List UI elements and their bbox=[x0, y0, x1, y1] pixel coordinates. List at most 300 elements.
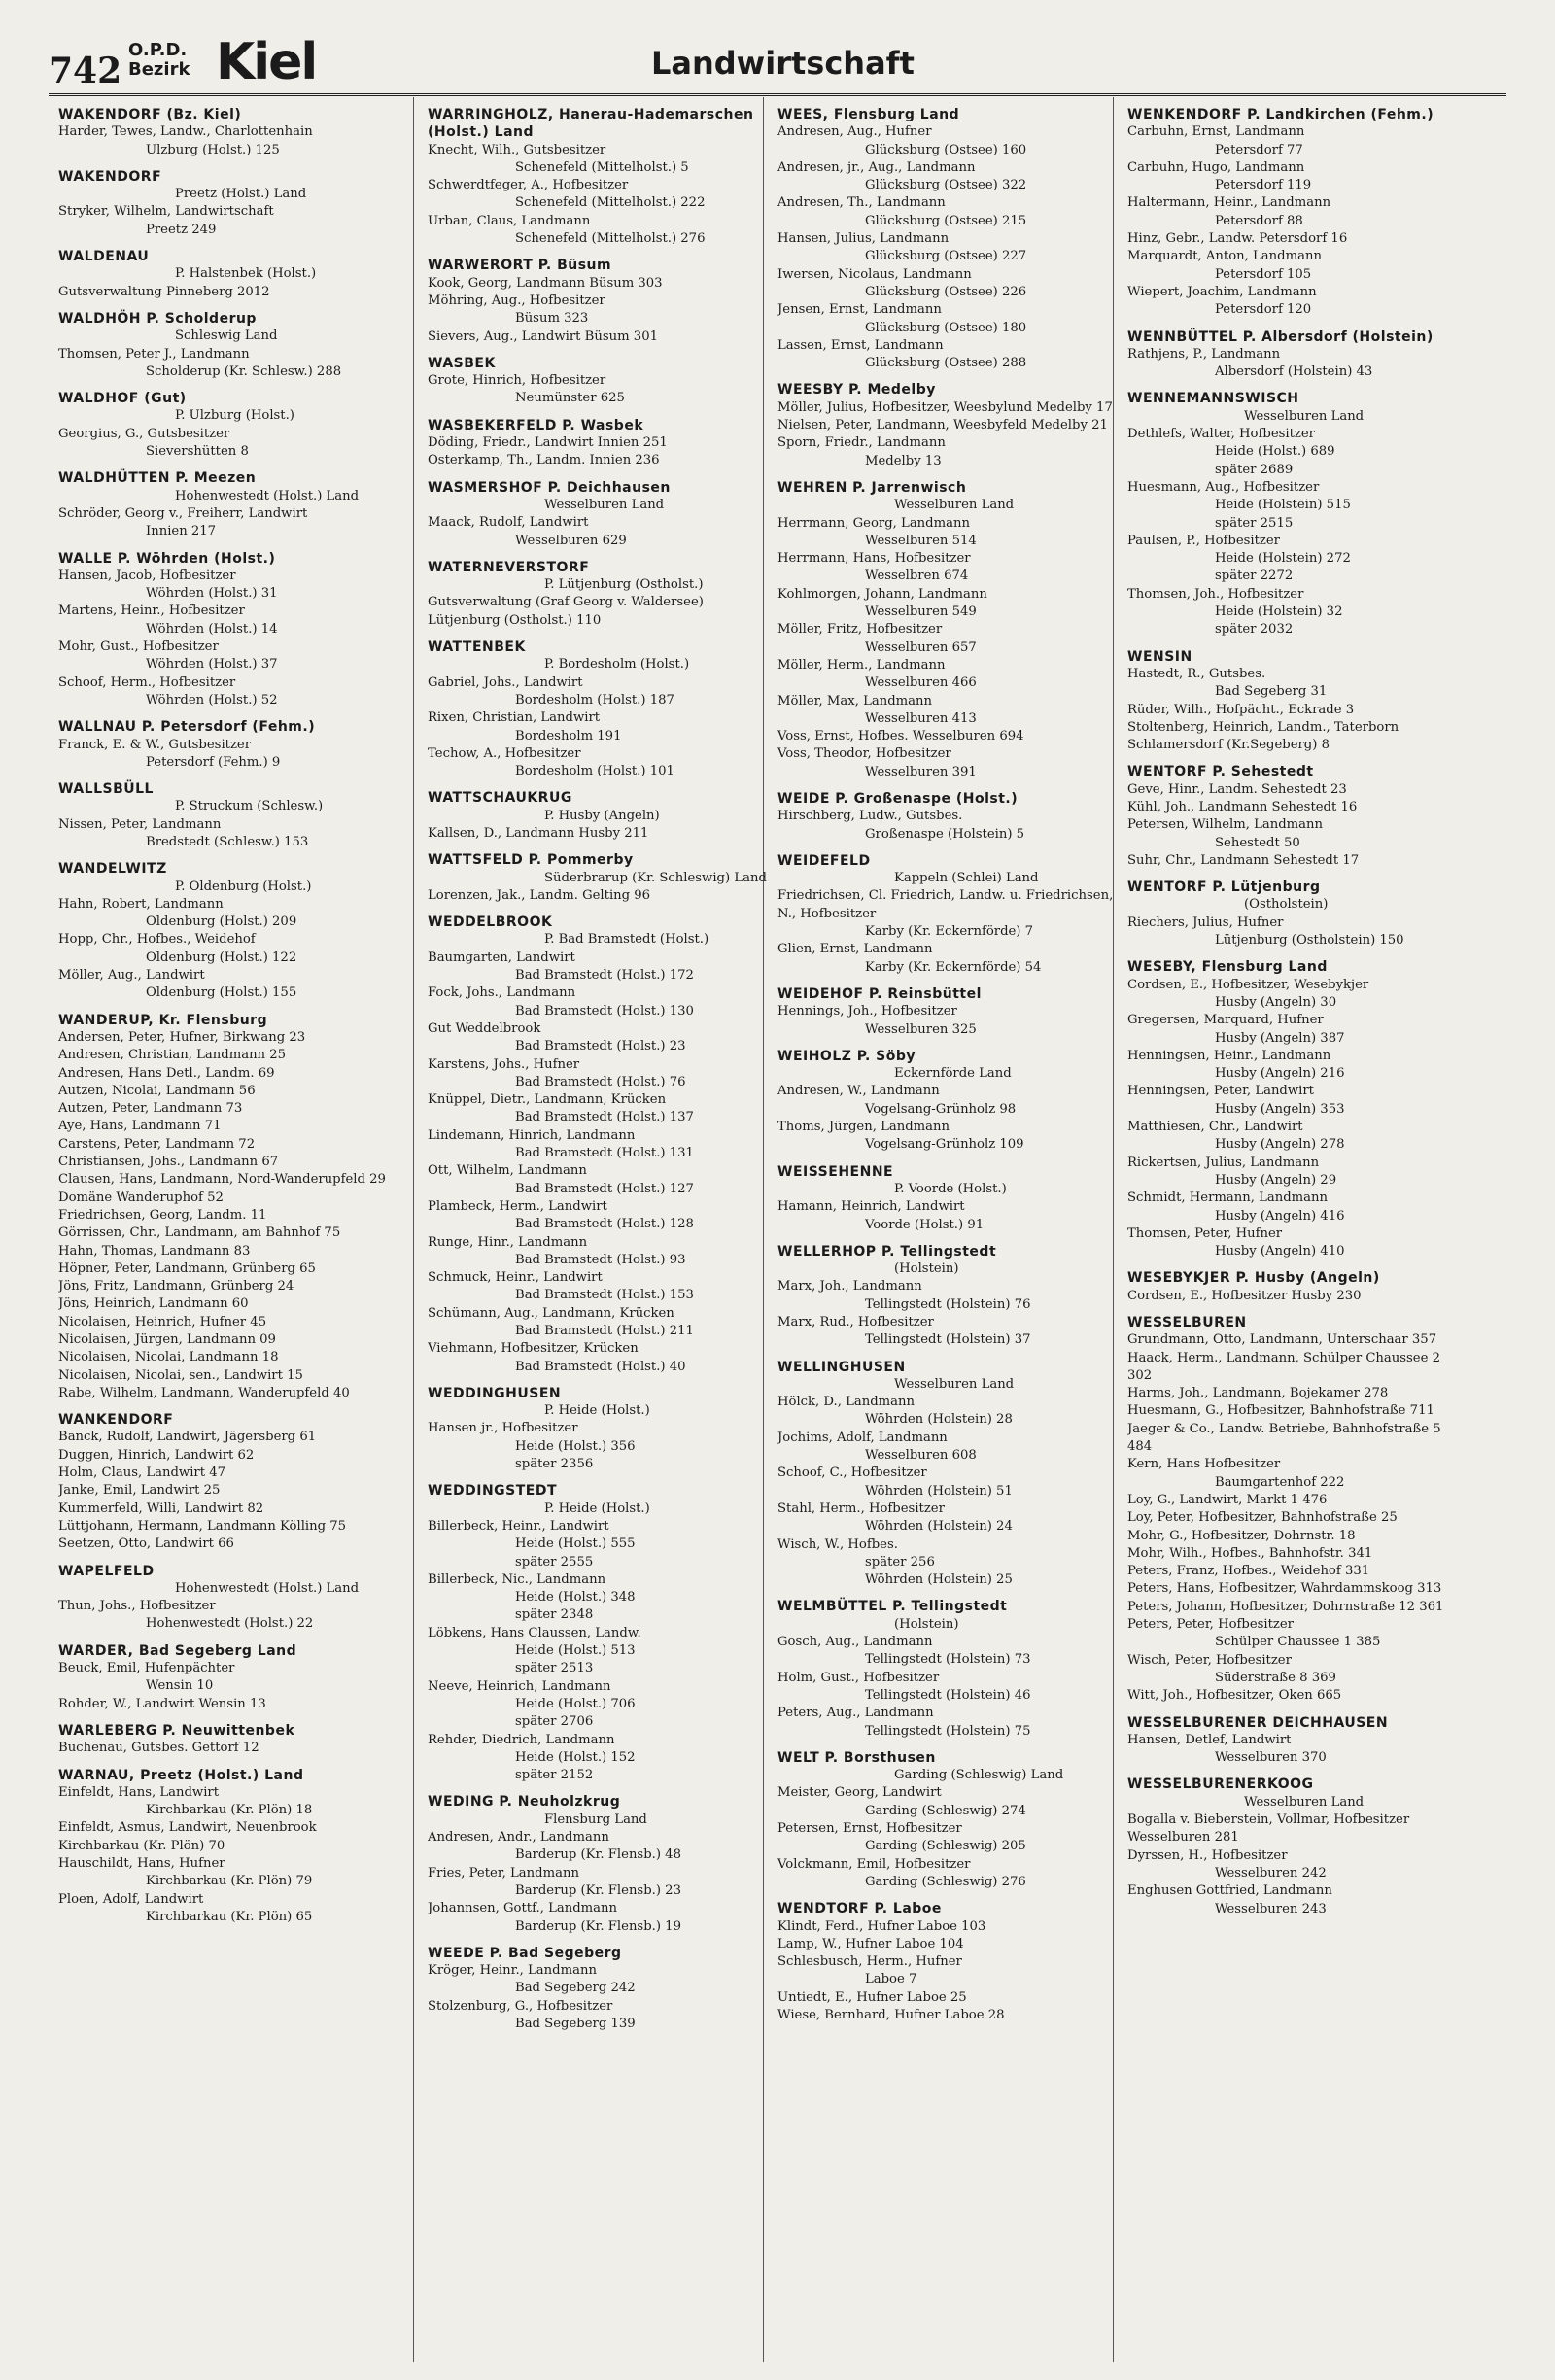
place-heading: WENNBÜTTEL P. Albersdorf (Holstein) bbox=[1127, 328, 1434, 345]
entry-line: Jensen, Ernst, Landmann bbox=[778, 302, 942, 318]
entry-line: Autzen, Peter, Landmann 73 bbox=[58, 1101, 243, 1117]
place-heading: WALDHÜTTEN P. Meezen bbox=[58, 470, 257, 487]
entry-line: Gosch, Aug., Landmann bbox=[778, 1635, 933, 1650]
entry-line: Möller, Fritz, Hofbesitzer bbox=[778, 622, 943, 638]
directory-entry bbox=[58, 603, 398, 638]
directory-entry bbox=[1127, 1580, 1468, 1598]
entry-line: Wesselburen 243 bbox=[1215, 1901, 1327, 1916]
place-section bbox=[778, 1163, 1118, 1234]
entry-line: Bad Segeberg 139 bbox=[515, 2016, 636, 2031]
entry-line: Huesmann, Aug., Hofbesitzer bbox=[1127, 479, 1320, 495]
directory-entry bbox=[778, 1181, 1118, 1198]
entry-line: Medelby 13 bbox=[865, 453, 942, 468]
entry-line: Wöhrden (Holstein) 24 bbox=[865, 1519, 1013, 1535]
directory-entry bbox=[778, 1065, 1118, 1083]
entry-line: Jöns, Fritz, Landmann, Grünberg 24 bbox=[58, 1279, 294, 1294]
entry-line: Petersdorf 88 bbox=[1215, 213, 1303, 228]
directory-entry bbox=[58, 737, 398, 773]
directory-entry bbox=[58, 1047, 398, 1064]
entry-line: Bad Bramstedt (Holst.) 93 bbox=[515, 1252, 686, 1267]
entry-line: Einfeldt, Asmus, Landwirt, Neuenbrook Kirchbarkau (Kr. Plön) 70 bbox=[58, 1820, 317, 1853]
entry-line: Enghusen Gottfried, Landmann bbox=[1127, 1883, 1332, 1899]
directory-entry bbox=[778, 1634, 1118, 1670]
directory-entry bbox=[428, 1865, 768, 1901]
entry-line: Mohr, G., Hofbesitzer, Dohrnstr. 18 bbox=[1127, 1528, 1356, 1543]
directory-entry bbox=[428, 1811, 768, 1829]
directory-entry bbox=[58, 1083, 398, 1100]
entry-line: P. Oldenburg (Holst.) bbox=[175, 879, 312, 894]
directory-entry bbox=[1127, 1652, 1468, 1688]
entry-line: später 2272 bbox=[1215, 569, 1294, 584]
entry-line: P. Husby (Angeln) bbox=[544, 808, 660, 823]
entry-line: Harms, Joh., Landmann, Bojekamer 278 bbox=[1127, 1386, 1389, 1401]
entry-line: Voss, Ernst, Hofbes. Wesselburen 694 bbox=[778, 729, 1024, 744]
directory-entry bbox=[1127, 719, 1468, 755]
directory-entry bbox=[778, 1820, 1118, 1856]
place-heading: WEISSEHENNE bbox=[778, 1163, 894, 1180]
place-heading: WELLERHOP P. Tellingstedt bbox=[778, 1243, 997, 1259]
entry-line: Wiese, Bernhard, Hufner Laboe 28 bbox=[778, 2007, 1005, 2022]
entry-line: Bordesholm 191 bbox=[515, 728, 622, 743]
entry-line: Albersdorf (Holstein) 43 bbox=[1215, 364, 1373, 380]
place-heading: WESSELBURENER DEICHHAUSEN bbox=[1127, 1714, 1389, 1731]
place-section bbox=[428, 638, 768, 780]
directory-entry bbox=[1127, 977, 1468, 1013]
column-4 bbox=[1127, 97, 1468, 2362]
directory-entry bbox=[58, 1349, 398, 1366]
directory-entry bbox=[1127, 781, 1468, 799]
directory-entry bbox=[1127, 1402, 1468, 1420]
opd-label: O.P.D. bbox=[128, 40, 188, 60]
entry-line: Knecht, Wilh., Gutsbesitzer bbox=[428, 142, 606, 157]
directory-entry bbox=[778, 1465, 1118, 1500]
entry-line: Hansen, Julius, Landmann bbox=[778, 231, 950, 247]
entry-line: Kirchbarkau (Kr. Plön) 65 bbox=[146, 1909, 313, 1924]
entry-line: Stryker, Wilhelm, Landwirtschaft bbox=[58, 204, 274, 220]
entry-line: später 2356 bbox=[515, 1457, 594, 1472]
directory-entry bbox=[778, 1376, 1118, 1394]
entry-line: Sporn, Friedr., Landmann bbox=[778, 435, 946, 451]
place-section bbox=[58, 390, 398, 461]
entry-line: Kummerfeld, Willi, Landwirt 82 bbox=[58, 1500, 264, 1516]
entry-line: Tellingstedt (Holstein) 73 bbox=[865, 1652, 1031, 1668]
entry-line: Buchenau, Gutsbes. Gettorf 12 bbox=[58, 1741, 259, 1756]
entry-line: Haack, Herm., Landmann, Schülper Chaussee 2 302 bbox=[1127, 1350, 1440, 1383]
place-section bbox=[778, 852, 1118, 977]
place-section bbox=[58, 860, 398, 1002]
entry-line: Möller, Herm., Landmann bbox=[778, 657, 946, 673]
entry-line: Billerbeck, Heinr., Landwirt bbox=[428, 1518, 609, 1534]
directory-entry bbox=[778, 1430, 1118, 1466]
place-section bbox=[428, 257, 768, 345]
entry-line: Bad Segeberg 31 bbox=[1215, 684, 1328, 700]
entry-line: Rixen, Christian, Landwirt bbox=[428, 710, 601, 726]
entry-line: Andresen, Hans Detl., Landm. 69 bbox=[58, 1065, 275, 1081]
entry-line: Innien 217 bbox=[146, 524, 217, 539]
entry-line: Hahn, Thomas, Landmann 83 bbox=[58, 1243, 251, 1259]
entry-line: P. Bordesholm (Holst.) bbox=[544, 657, 690, 673]
entry-line: Andresen, Andr., Landmann bbox=[428, 1830, 609, 1845]
entry-line: Gutsverwaltung Pinneberg 2012 bbox=[58, 284, 270, 299]
entry-line: Heide (Holstein) 272 bbox=[1215, 551, 1351, 567]
entry-line: Thomsen, Joh., Hofbesitzer bbox=[1127, 586, 1304, 602]
entry-line: Möhring, Aug., Hofbesitzer bbox=[428, 293, 605, 308]
place-section bbox=[58, 168, 398, 239]
directory-entry bbox=[58, 265, 398, 283]
place-heading: WEDING P. Neuholzkrug bbox=[428, 1794, 621, 1811]
place-heading: WEDDINGHUSEN bbox=[428, 1385, 562, 1401]
directory-entry bbox=[1127, 533, 1468, 586]
entry-line: Lütjenburg (Ostholstein) 150 bbox=[1215, 933, 1404, 949]
directory-entry bbox=[1127, 1545, 1468, 1563]
entry-line: Schwerdtfeger, A., Hofbesitzer bbox=[428, 178, 629, 193]
entry-line: Holm, Gust., Hofbesitzer bbox=[778, 1670, 940, 1685]
entry-line: Peters, Hans, Hofbesitzer, Wahrdammskoog 313 bbox=[1127, 1581, 1442, 1597]
place-heading: WARWERORT P. Büsum bbox=[428, 258, 612, 274]
place-heading: WALDHOF (Gut) bbox=[58, 391, 187, 407]
directory-entry bbox=[778, 399, 1118, 417]
directory-entry bbox=[58, 328, 398, 345]
entry-line: Kühl, Joh., Landmann Sehestedt 16 bbox=[1127, 799, 1358, 814]
directory-entry bbox=[58, 1696, 398, 1713]
entry-line: Schenefeld (Mittelholst.) 5 bbox=[515, 159, 689, 175]
directory-entry bbox=[58, 816, 398, 852]
entry-line: Autzen, Nicolai, Landmann 56 bbox=[58, 1083, 256, 1098]
place-heading: WEIHOLZ P. Söby bbox=[778, 1048, 916, 1064]
entry-line: Wensin 10 bbox=[146, 1678, 214, 1694]
entry-line: Lorenzen, Jak., Landm. Gelting 96 bbox=[428, 887, 651, 903]
place-heading: WEESBY P. Medelby bbox=[778, 382, 936, 398]
directory-entry bbox=[778, 728, 1118, 745]
directory-entry bbox=[428, 177, 768, 213]
entry-line: Husby (Angeln) 416 bbox=[1215, 1208, 1345, 1224]
entry-line: Wöhrden (Holstein) 25 bbox=[865, 1572, 1013, 1588]
entry-line: später 2706 bbox=[515, 1714, 594, 1730]
directory-entry bbox=[58, 203, 398, 239]
place-section bbox=[778, 106, 1118, 372]
directory-entry bbox=[58, 798, 398, 815]
entry-line: Grundmann, Otto, Landmann, Unterschaar 357 bbox=[1127, 1332, 1437, 1348]
directory-entry bbox=[428, 1998, 768, 2034]
directory-entry bbox=[778, 1500, 1118, 1536]
directory-entry bbox=[428, 1234, 768, 1270]
place-section bbox=[428, 851, 768, 905]
entry-line: Wesselburen 325 bbox=[865, 1021, 977, 1037]
directory-entry bbox=[428, 275, 768, 293]
place-section bbox=[428, 417, 768, 470]
entry-line: Wesselburen 608 bbox=[865, 1448, 977, 1464]
entry-line: Rabe, Wilhelm, Landmann, Wanderupfeld 40 bbox=[58, 1385, 350, 1400]
place-heading: WAKENDORF (Bz. Kiel) bbox=[58, 107, 242, 122]
place-heading: WELT P. Borsthusen bbox=[778, 1749, 936, 1766]
entry-line: Thomsen, Peter, Hufner bbox=[1127, 1225, 1283, 1241]
directory-entry bbox=[58, 931, 398, 967]
directory-entry bbox=[1127, 816, 1468, 852]
entry-line: Rathjens, P., Landmann bbox=[1127, 346, 1281, 362]
place-section bbox=[778, 1243, 1118, 1350]
directory-entry bbox=[428, 1732, 768, 1785]
entry-line: Herrmann, Georg, Landmann bbox=[778, 515, 970, 531]
entry-line: P. Voorde (Holst.) bbox=[894, 1181, 1007, 1196]
entry-line: Kallsen, D., Landmann Husby 211 bbox=[428, 825, 649, 841]
entry-line: Heide (Holst.) 706 bbox=[515, 1696, 636, 1711]
entry-line: Flensburg Land bbox=[544, 1811, 647, 1827]
directory-entry bbox=[1127, 1190, 1468, 1225]
entry-line: Loy, G., Landwirt, Markt 1 476 bbox=[1127, 1492, 1328, 1507]
place-section bbox=[778, 1598, 1118, 1740]
place-heading: WASBEKERFELD P. Wasbek bbox=[428, 417, 644, 433]
entry-line: Garding (Schleswig) 274 bbox=[865, 1803, 1026, 1818]
place-heading: WATERNEVERSTORF bbox=[428, 559, 590, 575]
directory-entry bbox=[58, 1465, 398, 1482]
directory-entry bbox=[58, 186, 398, 203]
entry-line: Tellingstedt (Holstein) 76 bbox=[865, 1296, 1031, 1312]
entry-line: Dethlefs, Walter, Hofbesitzer bbox=[1127, 427, 1315, 442]
entry-line: P. Ulzburg (Holst.) bbox=[175, 408, 294, 424]
entry-line: Garding (Schleswig) 205 bbox=[865, 1839, 1026, 1854]
directory-entry bbox=[778, 887, 1118, 941]
entry-line: Andresen, Christian, Landmann 25 bbox=[58, 1048, 287, 1063]
entry-line: Voss, Theodor, Hofbesitzer bbox=[778, 746, 951, 762]
entry-line: Hölck, D., Landmann bbox=[778, 1395, 916, 1410]
entry-line: Petersdorf 105 bbox=[1215, 266, 1312, 282]
place-heading: WAPELFELD bbox=[58, 1563, 155, 1579]
directory-entry bbox=[1127, 1048, 1468, 1084]
entry-line: Nicolaisen, Nicolai, Landmann 18 bbox=[58, 1350, 279, 1365]
directory-entry bbox=[1127, 1794, 1468, 1811]
entry-line: später 2513 bbox=[515, 1661, 594, 1676]
entry-line: Bad Bramstedt (Holst.) 131 bbox=[515, 1146, 694, 1161]
entry-line: Ulzburg (Holst.) 125 bbox=[146, 142, 280, 157]
entry-line: Husby (Angeln) 387 bbox=[1215, 1030, 1345, 1046]
directory-entry bbox=[778, 266, 1118, 302]
entry-line: Petersen, Ernst, Hofbesitzer bbox=[778, 1821, 962, 1837]
entry-line: Kohlmorgen, Johann, Landmann bbox=[778, 586, 987, 602]
place-heading: WALLNAU P. Petersdorf (Fehm.) bbox=[58, 719, 316, 736]
entry-line: Martens, Heinr., Hofbesitzer bbox=[58, 604, 245, 619]
directory-entry bbox=[778, 586, 1118, 622]
entry-line: Petersen, Wilhelm, Landmann bbox=[1127, 817, 1324, 833]
entry-line: Döding, Friedr., Landwirt Innien 251 bbox=[428, 435, 668, 451]
directory-entry bbox=[778, 1394, 1118, 1430]
entry-line: Gut Weddelbrook bbox=[428, 1020, 541, 1036]
entry-line: Mohr, Wilh., Hofbes., Bahnhofstr. 341 bbox=[1127, 1545, 1373, 1561]
page-header bbox=[49, 27, 1506, 93]
entry-line: Peters, Peter, Hofbesitzer bbox=[1127, 1617, 1294, 1633]
place-heading: WESEBY, Flensburg Land bbox=[1127, 959, 1328, 976]
entry-line: Marx, Rud., Hofbesitzer bbox=[778, 1315, 934, 1329]
place-heading: WEEDE P. Bad Segeberg bbox=[428, 1945, 622, 1961]
entry-line: Bad Bramstedt (Holst.) 211 bbox=[515, 1324, 694, 1338]
entry-line: Wesselburen Land bbox=[1244, 408, 1365, 424]
directory-entry bbox=[58, 488, 398, 505]
entry-line: Karstens, Johs., Hufner bbox=[428, 1056, 580, 1072]
place-heading: WEES, Flensburg Land bbox=[778, 107, 960, 122]
entry-line: P. Bad Bramstedt (Holst.) bbox=[544, 932, 709, 948]
entry-line: Kappeln (Schlei) Land bbox=[894, 871, 1039, 886]
directory-entry bbox=[1127, 896, 1468, 914]
directory-entry bbox=[1127, 1155, 1468, 1190]
entry-line: Nicolaisen, Heinrich, Hufner 45 bbox=[58, 1314, 267, 1329]
directory-entry bbox=[1127, 1083, 1468, 1119]
directory-entry bbox=[58, 1429, 398, 1446]
directory-entry bbox=[58, 1118, 398, 1135]
directory-entry bbox=[1127, 1012, 1468, 1048]
directory-entry bbox=[428, 434, 768, 452]
place-section bbox=[1127, 879, 1468, 949]
directory-entry bbox=[1127, 1350, 1468, 1386]
directory-entry bbox=[778, 550, 1118, 586]
entry-line: später 2555 bbox=[515, 1554, 594, 1569]
entry-line: Bogalla v. Bieberstein, Vollmar, Hofbesitzer Wesselburen 281 bbox=[1127, 1812, 1410, 1845]
directory-entry bbox=[428, 1625, 768, 1678]
entry-line: Wesselburen 466 bbox=[865, 675, 977, 691]
directory-entry bbox=[428, 293, 768, 328]
entry-line: Marquardt, Anton, Landmann bbox=[1127, 249, 1322, 264]
directory-entry bbox=[1127, 230, 1468, 248]
entry-line: Glücksburg (Ostsee) 160 bbox=[865, 142, 1027, 157]
place-section bbox=[428, 914, 768, 1376]
directory-entry bbox=[428, 1962, 768, 1998]
directory-entry bbox=[428, 1056, 768, 1092]
entry-line: Süderstraße 8 369 bbox=[1215, 1670, 1336, 1685]
entry-line: Hamann, Heinrich, Landwirt bbox=[778, 1199, 965, 1215]
directory-entry bbox=[58, 1784, 398, 1820]
entry-line: Hansen, Jacob, Hofbesitzer bbox=[58, 568, 236, 583]
directory-entry bbox=[778, 1260, 1118, 1278]
place-heading: WEDDINGSTEDT bbox=[428, 1483, 558, 1500]
entry-line: Hohenwestedt (Holst.) Land bbox=[175, 1580, 360, 1596]
entry-line: Herrmann, Hans, Hofbesitzer bbox=[778, 551, 971, 567]
place-heading: WATTENBEK bbox=[428, 639, 526, 656]
directory-entry bbox=[428, 745, 768, 781]
directory-entry bbox=[778, 745, 1118, 781]
directory-entry bbox=[1127, 159, 1468, 195]
place-heading: WESSELBURENERKOOG bbox=[1127, 1776, 1314, 1793]
entry-line: (Ostholstein) bbox=[1244, 897, 1329, 913]
entry-line: Hirschberg, Ludw., Gutsbes. bbox=[778, 809, 963, 824]
directory-entry bbox=[58, 1278, 398, 1295]
entry-line: Lüttjohann, Hermann, Landmann Kölling 75 bbox=[58, 1518, 347, 1534]
directory-entry bbox=[58, 1331, 398, 1349]
entry-line: Witt, Joh., Hofbesitzer, Oken 665 bbox=[1127, 1688, 1342, 1704]
place-heading: WARRINGHOLZ, Hanerau-Hademarschen (Holst.) Land bbox=[428, 107, 754, 141]
directory-entry bbox=[58, 1314, 398, 1331]
place-heading: WEIDE P. Großenaspe (Holst.) bbox=[778, 790, 1019, 807]
entry-line: Wesselburen 370 bbox=[1215, 1750, 1327, 1766]
directory-entry bbox=[1127, 123, 1468, 159]
entry-line: Dyrssen, H., Hofbesitzer bbox=[1127, 1847, 1288, 1863]
place-section bbox=[428, 559, 768, 630]
directory-entry bbox=[428, 1518, 768, 1571]
directory-entry bbox=[428, 1162, 768, 1198]
entry-line: Duggen, Hinrich, Landwirt 62 bbox=[58, 1447, 255, 1463]
directory-entry bbox=[58, 879, 398, 896]
directory-entry bbox=[1127, 1882, 1468, 1918]
entry-line: Oldenburg (Holst.) 155 bbox=[146, 985, 297, 1001]
directory-entry bbox=[58, 123, 398, 159]
place-section bbox=[58, 310, 398, 381]
directory-entry bbox=[1127, 1847, 1468, 1883]
directory-entry bbox=[428, 949, 768, 985]
directory-entry bbox=[58, 1207, 398, 1224]
entry-line: Bad Bramstedt (Holst.) 40 bbox=[515, 1359, 686, 1374]
directory-entry bbox=[1127, 1225, 1468, 1261]
place-heading: WASMERSHOF P. Deichhausen bbox=[428, 479, 671, 496]
entry-line: Techow, A., Hofbesitzer bbox=[428, 745, 581, 761]
entry-line: Kröger, Heinr., Landmann bbox=[428, 1963, 597, 1979]
page-title: Landwirtschaft bbox=[651, 45, 915, 82]
directory-entry bbox=[58, 1367, 398, 1385]
directory-entry bbox=[1127, 914, 1468, 950]
entry-line: Bad Bramstedt (Holst.) 127 bbox=[515, 1181, 694, 1196]
place-section bbox=[1127, 390, 1468, 638]
directory-entry bbox=[428, 984, 768, 1020]
entry-line: Bordesholm (Holst.) 187 bbox=[515, 692, 674, 707]
entry-line: Büsum 323 bbox=[515, 311, 589, 327]
place-heading: WATTSFELD P. Pommerby bbox=[428, 852, 634, 869]
entry-line: Nissen, Peter, Landmann bbox=[58, 816, 222, 832]
directory-entry bbox=[58, 1171, 398, 1189]
place-heading: WENNEMANNSWISCH bbox=[1127, 391, 1299, 407]
directory-entry bbox=[58, 1029, 398, 1047]
place-section bbox=[58, 1722, 398, 1758]
entry-line: Gabriel, Johs., Landwirt bbox=[428, 674, 583, 690]
entry-line: Petersdorf 119 bbox=[1215, 178, 1312, 193]
entry-line: Wöhrden (Holst.) 31 bbox=[146, 586, 278, 602]
entry-line: Wesselburen 657 bbox=[865, 639, 977, 655]
entry-line: Fock, Johs., Landmann bbox=[428, 985, 576, 1001]
entry-line: Kirchbarkau (Kr. Plön) 79 bbox=[146, 1874, 313, 1889]
directory-entry bbox=[778, 1705, 1118, 1741]
entry-line: Rehder, Diedrich, Landmann bbox=[428, 1732, 615, 1747]
directory-entry bbox=[778, 1953, 1118, 1989]
entry-line: Matthiesen, Chr., Landwirt bbox=[1127, 1120, 1303, 1135]
entry-line: Johannsen, Gottf., Landmann bbox=[428, 1901, 617, 1916]
entry-line: Thomsen, Peter J., Landmann bbox=[58, 346, 250, 362]
place-section bbox=[1127, 1714, 1468, 1768]
place-section bbox=[58, 1012, 398, 1403]
directory-entry bbox=[428, 1402, 768, 1420]
entry-line: Osterkamp, Th., Landm. Innien 236 bbox=[428, 453, 660, 468]
directory-entry bbox=[1127, 1599, 1468, 1616]
entry-line: Hinz, Gebr., Landw. Petersdorf 16 bbox=[1127, 231, 1348, 247]
directory-entry bbox=[778, 417, 1118, 434]
entry-line: Janke, Emil, Landwirt 25 bbox=[58, 1483, 221, 1499]
entry-line: Schlesbusch, Herm., Hufner bbox=[778, 1954, 962, 1970]
directory-entry bbox=[778, 808, 1118, 844]
place-section bbox=[1127, 1314, 1468, 1706]
place-section bbox=[58, 718, 398, 772]
entry-line: später 2152 bbox=[515, 1768, 594, 1783]
columns bbox=[58, 97, 1497, 2362]
directory-entry bbox=[428, 931, 768, 949]
entry-line: Rohder, W., Landwirt Wensin 13 bbox=[58, 1696, 266, 1711]
place-heading: WENTORF P. Lütjenburg bbox=[1127, 880, 1321, 896]
directory-entry bbox=[58, 1260, 398, 1278]
directory-entry bbox=[778, 337, 1118, 373]
entry-line: Andresen, jr., Aug., Landmann bbox=[778, 159, 976, 175]
entry-line: Petersdorf 77 bbox=[1215, 142, 1303, 157]
directory-entry bbox=[778, 159, 1118, 195]
entry-line: Thun, Johs., Hofbesitzer bbox=[58, 1599, 216, 1614]
place-heading: WEHREN P. Jarrenwisch bbox=[778, 479, 967, 496]
entry-line: Haltermann, Heinr., Landmann bbox=[1127, 195, 1331, 211]
directory-entry bbox=[1127, 1331, 1468, 1349]
entry-line: Neumünster 625 bbox=[515, 391, 625, 406]
entry-line: Friedrichsen, Georg, Landm. 11 bbox=[58, 1207, 267, 1223]
directory-entry bbox=[778, 1198, 1118, 1234]
